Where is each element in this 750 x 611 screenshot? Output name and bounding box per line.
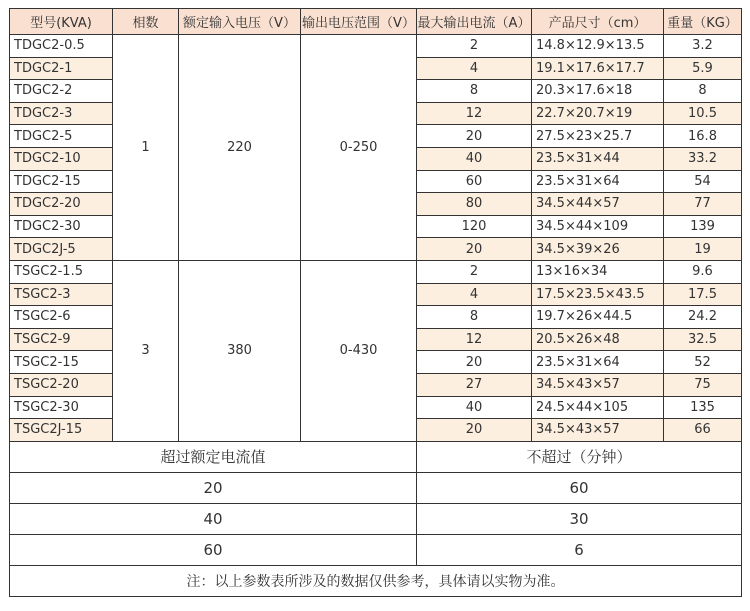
current-cell: 20: [417, 238, 532, 261]
size-cell: 23.5×31×44: [532, 147, 664, 170]
size-cell: 17.5×23.5×43.5: [532, 283, 664, 306]
current-cell: 4: [417, 283, 532, 306]
overload-row: [10, 534, 742, 565]
header-model: 型号(KVA): [10, 9, 113, 35]
overload-row: [10, 472, 742, 503]
overload-table: [9, 441, 742, 597]
output-range-cell: 0-250: [301, 35, 417, 261]
overload-over: 60: [10, 534, 417, 565]
header-weight: 重量（KG）: [664, 9, 742, 35]
weight-cell: 17.5: [664, 283, 742, 306]
overload-over: 20: [10, 472, 417, 503]
size-cell: 34.5×43×57: [532, 419, 664, 442]
weight-cell: 77: [664, 193, 742, 216]
spec-table: [9, 8, 742, 442]
input-voltage-cell: 380: [179, 260, 301, 441]
current-cell: 12: [417, 102, 532, 125]
model-cell: TSGC2-1.5: [10, 260, 113, 283]
current-cell: 2: [417, 260, 532, 283]
model-cell: TDGC2-30: [10, 215, 113, 238]
model-cell: TSGC2-20: [10, 373, 113, 396]
size-cell: 14.8×12.9×13.5: [532, 35, 664, 58]
header-size: 产品尺寸（cm）: [532, 9, 664, 35]
model-cell: TSGC2-3: [10, 283, 113, 306]
size-cell: 19.7×26×44.5: [532, 306, 664, 329]
size-cell: 34.5×39×26: [532, 238, 664, 261]
size-cell: 22.7×20.7×19: [532, 102, 664, 125]
overload-minutes: 60: [417, 472, 742, 503]
current-cell: 8: [417, 80, 532, 103]
current-cell: 80: [417, 193, 532, 216]
current-cell: 20: [417, 125, 532, 148]
header-input-voltage: 额定输入电压（V）: [179, 9, 301, 35]
model-cell: TDGC2-0.5: [10, 35, 113, 58]
size-cell: 34.5×44×109: [532, 215, 664, 238]
weight-cell: 75: [664, 373, 742, 396]
overload-header-minutes: 不超过（分钟）: [417, 441, 742, 472]
weight-cell: 10.5: [664, 102, 742, 125]
model-cell: TSGC2-30: [10, 396, 113, 419]
current-cell: 27: [417, 373, 532, 396]
overload-header-row: [10, 441, 742, 472]
model-cell: TSGC2J-15: [10, 419, 113, 442]
header-output-range: 输出电压范围（V）: [301, 9, 417, 35]
weight-cell: 139: [664, 215, 742, 238]
weight-cell: 19: [664, 238, 742, 261]
size-cell: 23.5×31×64: [532, 170, 664, 193]
weight-cell: 24.2: [664, 306, 742, 329]
weight-cell: 3.2: [664, 35, 742, 58]
current-cell: 120: [417, 215, 532, 238]
current-cell: 40: [417, 396, 532, 419]
model-cell: TDGC2-2: [10, 80, 113, 103]
model-cell: TDGC2-10: [10, 147, 113, 170]
disclaimer-note: 注：以上参数表所涉及的数据仅供参考，具体请以实物为准。: [10, 565, 742, 596]
spec-sheet: [9, 8, 741, 597]
header-row: [10, 9, 742, 35]
size-cell: 13×16×34: [532, 260, 664, 283]
weight-cell: 52: [664, 351, 742, 374]
current-cell: 2: [417, 35, 532, 58]
size-cell: 34.5×43×57: [532, 373, 664, 396]
size-cell: 23.5×31×64: [532, 351, 664, 374]
phase-cell: 3: [113, 260, 179, 441]
header-max-current: 最大输出电流（A）: [417, 9, 532, 35]
table-row: [10, 260, 742, 283]
model-cell: TSGC2-9: [10, 328, 113, 351]
size-cell: 24.5×44×105: [532, 396, 664, 419]
model-cell: TDGC2J-5: [10, 238, 113, 261]
header-phase: 相数: [113, 9, 179, 35]
size-cell: 19.1×17.6×17.7: [532, 57, 664, 80]
weight-cell: 5.9: [664, 57, 742, 80]
size-cell: 27.5×23×25.7: [532, 125, 664, 148]
weight-cell: 66: [664, 419, 742, 442]
model-cell: TDGC2-5: [10, 125, 113, 148]
overload-row: [10, 503, 742, 534]
table-row: [10, 35, 742, 58]
size-cell: 20.3×17.6×18: [532, 80, 664, 103]
weight-cell: 8: [664, 80, 742, 103]
overload-header-over: 超过额定电流值: [10, 441, 417, 472]
size-cell: 20.5×26×48: [532, 328, 664, 351]
weight-cell: 135: [664, 396, 742, 419]
weight-cell: 54: [664, 170, 742, 193]
model-cell: TDGC2-20: [10, 193, 113, 216]
weight-cell: 16.8: [664, 125, 742, 148]
current-cell: 4: [417, 57, 532, 80]
model-cell: TDGC2-1: [10, 57, 113, 80]
weight-cell: 32.5: [664, 328, 742, 351]
model-cell: TDGC2-3: [10, 102, 113, 125]
model-cell: TSGC2-6: [10, 306, 113, 329]
current-cell: 20: [417, 351, 532, 374]
weight-cell: 9.6: [664, 260, 742, 283]
current-cell: 12: [417, 328, 532, 351]
current-cell: 60: [417, 170, 532, 193]
weight-cell: 33.2: [664, 147, 742, 170]
current-cell: 20: [417, 419, 532, 442]
note-row: [10, 565, 742, 596]
phase-cell: 1: [113, 35, 179, 261]
input-voltage-cell: 220: [179, 35, 301, 261]
overload-minutes: 30: [417, 503, 742, 534]
current-cell: 40: [417, 147, 532, 170]
model-cell: TDGC2-15: [10, 170, 113, 193]
overload-over: 40: [10, 503, 417, 534]
overload-minutes: 6: [417, 534, 742, 565]
model-cell: TSGC2-15: [10, 351, 113, 374]
output-range-cell: 0-430: [301, 260, 417, 441]
current-cell: 8: [417, 306, 532, 329]
size-cell: 34.5×44×57: [532, 193, 664, 216]
